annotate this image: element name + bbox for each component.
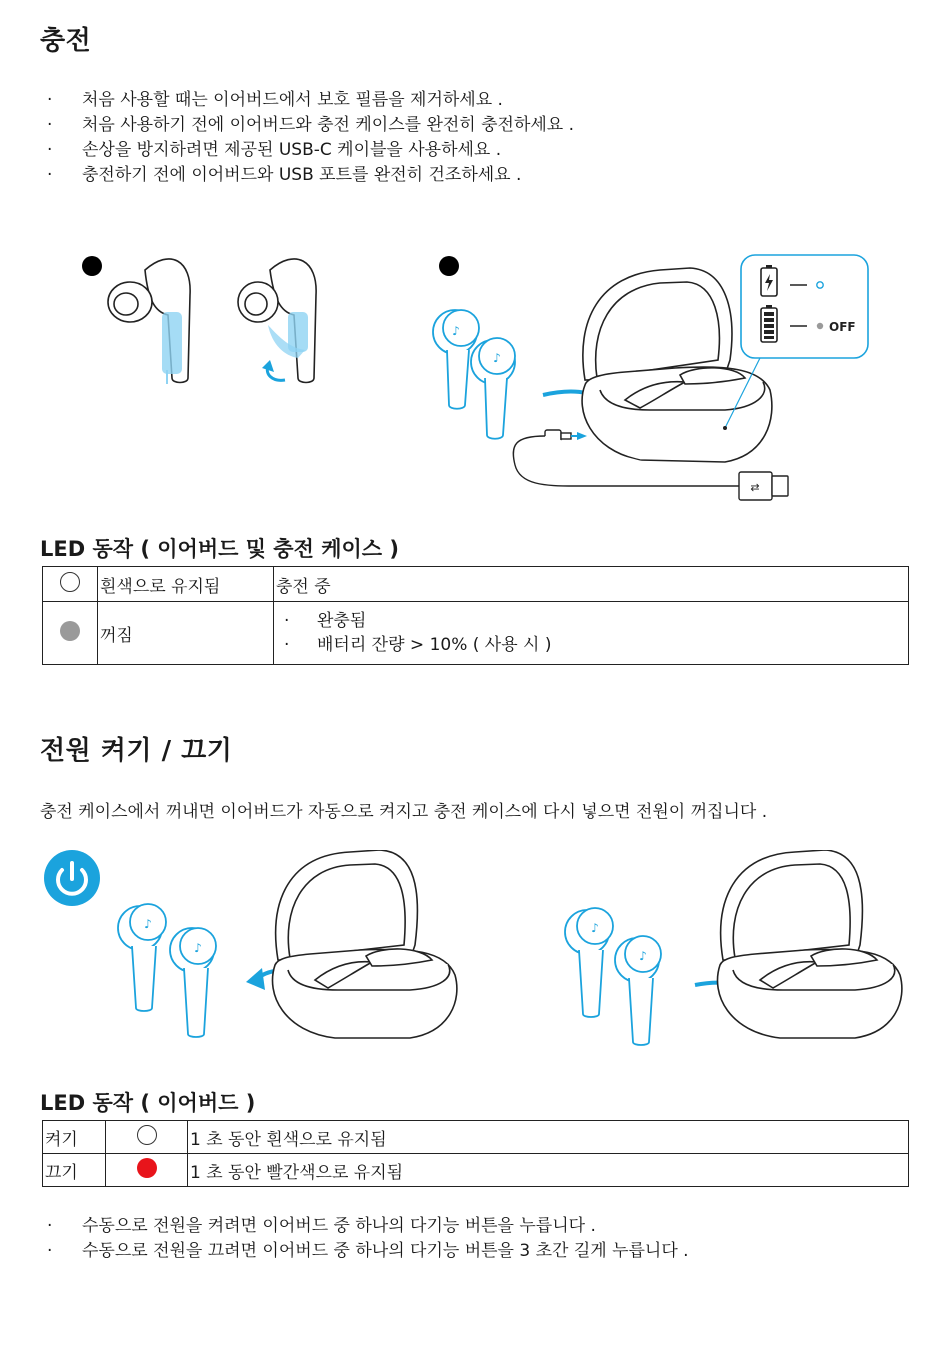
list-item: · 배터리 잔량 > 10% ( 사용 시 ) — [276, 633, 906, 657]
table-row — [43, 567, 909, 602]
power-off-illustration — [555, 850, 920, 1050]
table-row — [43, 1154, 909, 1187]
led-status-cell: 흰색으로 유지됨 — [98, 567, 274, 602]
power-action-cell: 켜기 — [43, 1121, 106, 1154]
led-table-2-title: LED 동작 ( 이어버드 ) — [40, 1091, 256, 1115]
led-red-icon — [137, 1158, 157, 1178]
list-item: · 처음 사용하기 전에 이어버드와 충전 케이스를 완전히 충전하세요 . — [41, 113, 574, 138]
led-status-cell: 꺼짐 — [98, 602, 274, 665]
led-indicator-cell — [43, 602, 98, 665]
table-row — [43, 1121, 909, 1154]
manual-power-bullet-list — [41, 1214, 689, 1264]
list-item: · 완충됨 — [276, 609, 906, 633]
led-indicator-cell — [43, 567, 98, 602]
svg-text:♪: ♪ — [639, 949, 647, 963]
power-action-cell: 끄기 — [43, 1154, 106, 1187]
power-icon — [43, 849, 101, 907]
svg-text:♪: ♪ — [194, 941, 202, 955]
led-white-icon — [60, 572, 80, 592]
power-description: 충전 케이스에서 꺼내면 이어버드가 자동으로 켜지고 충전 케이스에 다시 넣으면 전원이 꺼집니다 . — [40, 802, 768, 822]
led-indicator-cell — [106, 1154, 188, 1187]
svg-text:⇄: ⇄ — [750, 481, 760, 494]
charging-title: 충전 — [40, 26, 92, 56]
led-gray-icon — [60, 621, 80, 641]
led-indicator-cell — [106, 1121, 188, 1154]
step-1-marker — [82, 256, 102, 276]
charging-bullet-list — [41, 88, 574, 188]
remove-film-illustration — [100, 250, 330, 395]
list-item: · 처음 사용할 때는 이어버드에서 보호 필름을 제거하세요 . — [41, 88, 574, 113]
svg-text:♪: ♪ — [493, 351, 501, 365]
led-table-power — [42, 1120, 909, 1187]
led-meaning-cell: 충전 중 — [274, 567, 909, 602]
list-item: · 수동으로 전원을 끄려면 이어버드 중 하나의 다기능 버튼을 3 초간 길게 누릅니다 . — [41, 1239, 689, 1264]
list-item: · 손상을 방지하려면 제공된 USB-C 케이블을 사용하세요 . — [41, 138, 574, 163]
list-item: · 충전하기 전에 이어버드와 USB 포트를 완전히 건조하세요 . — [41, 163, 574, 188]
led-white-icon — [137, 1125, 157, 1145]
led-status-cell: 1 초 동안 빨간색으로 유지됨 — [188, 1154, 909, 1187]
power-on-illustration — [110, 850, 470, 1045]
svg-text:♪: ♪ — [452, 324, 460, 338]
callout-off-label: OFF — [829, 320, 856, 334]
power-title: 전원 켜기 / 끄기 — [40, 736, 233, 766]
svg-text:♪: ♪ — [144, 917, 152, 931]
led-table-charging — [42, 566, 909, 665]
list-item: · 수동으로 전원을 켜려면 이어버드 중 하나의 다기능 버튼을 누릅니다 . — [41, 1214, 689, 1239]
charging-case-illustration — [425, 250, 875, 510]
led-status-cell: 1 초 동안 흰색으로 유지됨 — [188, 1121, 909, 1154]
led-meaning-cell — [274, 602, 909, 665]
svg-text:♪: ♪ — [591, 921, 599, 935]
table-row — [43, 602, 909, 665]
led-table-1-title: LED 동작 ( 이어버드 및 충전 케이스 ) — [40, 537, 399, 561]
